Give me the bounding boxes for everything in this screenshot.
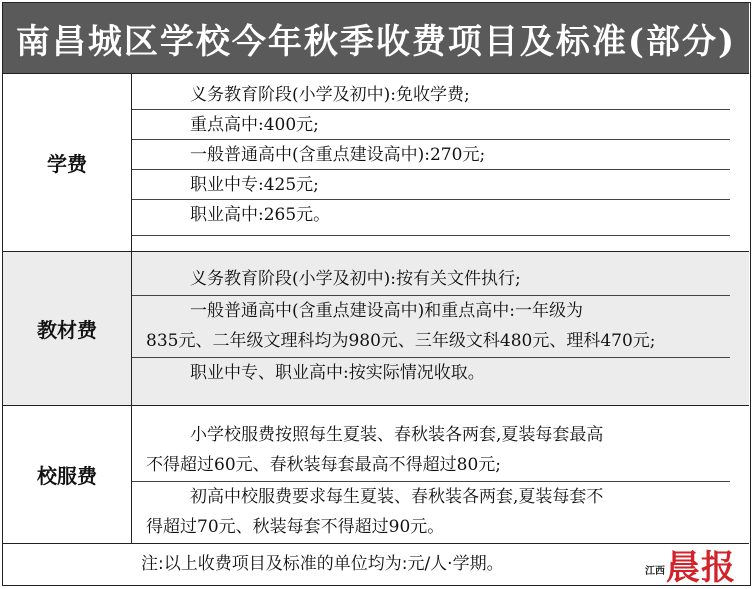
section-label-textbook: 教材费: [3, 252, 132, 405]
table-row: 职业中专、职业高中:按实际情况收取。: [190, 363, 485, 383]
table-row: 重点高中:400元;: [132, 110, 730, 140]
section-tuition: [3, 73, 749, 251]
brand-logo: 晨报: [666, 548, 736, 588]
table-title: 南昌城区学校今年秋季收费项目及标准(部分): [3, 3, 749, 73]
table-row: 一般普通高中(含重点建设高中):270元;: [132, 140, 730, 170]
unit-note: 注:以上收费项目及标准的单位均为:元/人·学期。: [141, 554, 504, 574]
table-footer: [3, 543, 749, 588]
fee-table: [2, 2, 751, 586]
table-row: 义务教育阶段(小学及初中):按有关文件执行;: [132, 264, 730, 296]
section-uniform: [3, 405, 749, 543]
table-row: 一般普通高中(含重点建设高中)和重点高中:一年级为 835元、二年级文理科均为980元、三年级文科480元、理科470元;: [132, 296, 730, 358]
table-row: 职业高中:265元。: [132, 200, 730, 236]
table-row: 初高中校服费要求每生夏装、春秋装各两套,夏装每套不 得超过70元、秋装每套不得超过90元。: [146, 487, 604, 537]
section-textbook: [3, 251, 749, 405]
brand-region: 江西: [645, 566, 665, 577]
section-label-tuition: 学费: [3, 74, 132, 251]
table-row: 职业中专:425元;: [132, 170, 730, 200]
table-row: 小学校服费按照每生夏装、春秋装各两套,夏装每套最高 不得超过60元、春秋装每套最高不得超过80元;: [132, 420, 730, 482]
section-label-uniform: 校服费: [3, 406, 132, 543]
table-row: 义务教育阶段(小学及初中):免收学费;: [132, 80, 730, 110]
